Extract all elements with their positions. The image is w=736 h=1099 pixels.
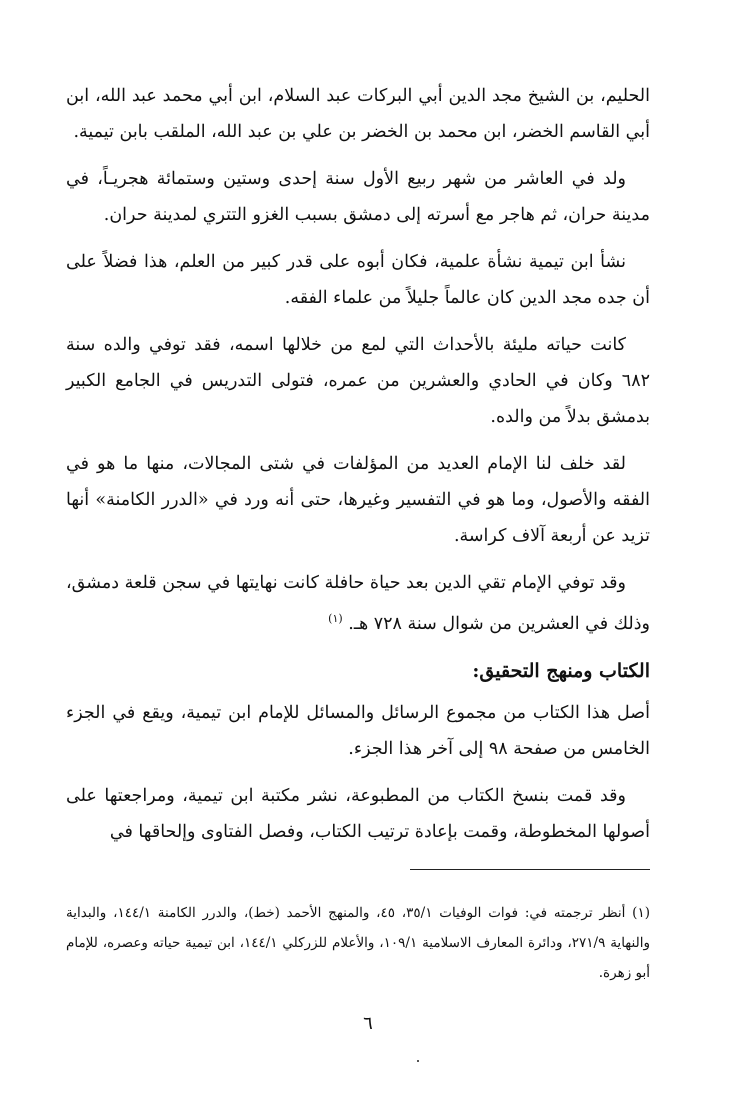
main-text bbox=[66, 78, 650, 861]
paragraph-book-origin: أصل هذا الكتاب من مجموع الرسائل والمسائل للإمام ابن تيمية، ويقع في الجزء الخامس من صفحة ٩٨ إلى آخر هذا الجزء. bbox=[66, 702, 650, 759]
paragraph-lineage: الحليم، بن الشيخ مجد الدين أبي البركات عبد السلام، ابن أبي محمد عبد الله، ابن أبي القاسم الخضر، ابن محمد بن الخضر بن علي بن عبد الله، الملقب بابن تيمية. bbox=[66, 86, 650, 142]
page-number: ٦ bbox=[363, 1013, 373, 1034]
paragraph-death-text: وقد توفي الإمام تقي الدين بعد حياة حافلة كانت نهايتها في سجن قلعة دمشق، وذلك في العشرين من شوال سنة ٧٢٨ هـ. bbox=[66, 573, 650, 634]
footnote-marker: (١) bbox=[328, 612, 343, 625]
footnote-1: (١) أنظر ترجمته في: فوات الوفيات ٣٥/١، ٤٥، والمنهج الأحمد (خط)، والدرر الكامنة ١٤٤/١، والبداية والنهاية ٢٧١/٩، ودائرة المعارف الاسلامية ١٠٩/١، والأعلام للزركلي ١٤٤/١، ابن تيمية حياته وعصره، للإمام أبو زهرة. bbox=[66, 905, 650, 981]
paragraph-death bbox=[66, 565, 650, 642]
paragraph-birth: ولد في العاشر من شهر ربيع الأول سنة إحدى وستين وستمائة هجريـاً، في مدينة حران، ثم هاجر مع أسرته إلى دمشق بسبب الغزو التتري لمدينة حران. bbox=[66, 169, 650, 225]
footnote-separator bbox=[410, 869, 650, 870]
paragraph-life: كانت حياته مليئة بالأحداث التي لمع من خلالها اسمه، فقد توفي والده سنة ٦٨٢ وكان في الحادي والعشرين من عمره، فتولى التدريس في الجامع الكبير بدمشق بدلاً من والده. bbox=[66, 335, 650, 427]
paragraph-method: وقد قمت بنسخ الكتاب من المطبوعة، نشر مكتبة ابن تيمية، ومراجعتها على أصولها المخطوطة، وقمت بإعادة ترتيب الكتاب، وفصل الفتاوى وإلحاقها في bbox=[66, 785, 650, 842]
paragraph-works: لقد خلف لنا الإمام العديد من المؤلفات في شتى المجالات، منها ما هو في الفقه والأصول، وما هو في التفسير وغيرها، حتى أنه ورد في «الدرر الكامنة» أنها تزيد عن أربعة آلاف كراسة. bbox=[66, 454, 650, 546]
footnotes bbox=[66, 898, 650, 988]
print-speck bbox=[417, 1060, 419, 1062]
section-heading: الكتاب ومنهج التحقيق: bbox=[472, 659, 650, 682]
paragraph-upbringing: نشأ ابن تيمية نشأة علمية، فكان أبوه على قدر كبير من العلم، هذا فضلاً على أن جده مجد الدين كان عالماً جليلاً من علماء الفقه. bbox=[66, 252, 650, 308]
